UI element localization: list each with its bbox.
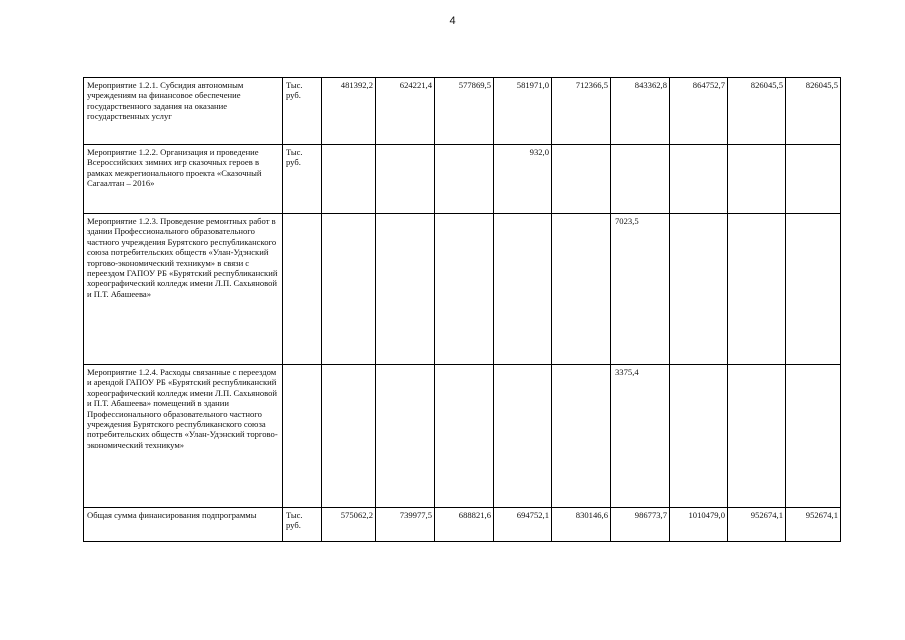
value-cell — [728, 145, 786, 214]
table-row — [84, 365, 841, 508]
value-cell: 986773,7 — [611, 508, 670, 542]
value-cell — [670, 365, 728, 508]
row-description: Мероприятие 1.2.1. Субсидия автономным учреждениям на финансовое обеспечение государственного задания на оказание государственных услуг — [84, 78, 283, 145]
row-description: Общая сумма финансирования подпрограммы — [84, 508, 283, 542]
value-cell — [435, 145, 494, 214]
value-cell: 932,0 — [494, 145, 552, 214]
financing-table — [83, 77, 841, 542]
table-row — [84, 508, 841, 542]
value-cell: 843362,8 — [611, 78, 670, 145]
value-cell: 830146,6 — [552, 508, 611, 542]
value-cell: 739977,5 — [376, 508, 435, 542]
row-description: Мероприятие 1.2.2. Организация и проведение Всероссийских зимних игр сказочных героев в рамках межрегионального проекта «Сказочный Сагаалтан – 2016» — [84, 145, 283, 214]
page-number: 4 — [449, 15, 456, 27]
value-cell — [786, 365, 841, 508]
value-cell: 712366,5 — [552, 78, 611, 145]
value-cell — [376, 214, 435, 365]
value-cell — [611, 145, 670, 214]
table-row — [84, 145, 841, 214]
value-cell — [670, 145, 728, 214]
value-cell: 3375,4 — [611, 365, 670, 508]
value-cell — [435, 214, 494, 365]
value-cell — [552, 214, 611, 365]
value-cell — [322, 365, 376, 508]
table-row — [84, 214, 841, 365]
value-cell: 1010479,0 — [670, 508, 728, 542]
value-cell: 952674,1 — [728, 508, 786, 542]
value-cell — [322, 145, 376, 214]
value-cell — [552, 145, 611, 214]
value-cell: 624221,4 — [376, 78, 435, 145]
value-cell: 577869,5 — [435, 78, 494, 145]
value-cell — [728, 365, 786, 508]
value-cell: 826045,5 — [728, 78, 786, 145]
unit-cell: Тыс. руб. — [283, 78, 322, 145]
value-cell — [786, 145, 841, 214]
unit-cell: Тыс. руб. — [283, 145, 322, 214]
value-cell: 575062,2 — [322, 508, 376, 542]
unit-cell — [283, 214, 322, 365]
value-cell — [494, 365, 552, 508]
row-description: Мероприятие 1.2.4. Расходы связанные с переездом и арендой ГАПОУ РБ «Бурятский республиканский хореографический колледж имени Л.П. Сахьяновой и П.Т. Абашеева» помещений в здании Профессионального образовательного частного учреждения Бурятского республиканского союза потребительских обществ «Улан-Удэнский торгово-экономический техникум» — [84, 365, 283, 508]
value-cell — [670, 214, 728, 365]
value-cell — [552, 365, 611, 508]
value-cell — [786, 214, 841, 365]
value-cell: 952674,1 — [786, 508, 841, 542]
value-cell: 694752,1 — [494, 508, 552, 542]
value-cell: 581971,0 — [494, 78, 552, 145]
value-cell: 826045,5 — [786, 78, 841, 145]
value-cell — [376, 365, 435, 508]
row-description: Мероприятие 1.2.3. Проведение ремонтных работ в здании Профессионального образовательного частного учреждения Бурятского республиканского союза потребительских обществ «Улан-Удэнский торгово-экономический техникум» в связи с переездом ГАПОУ РБ «Бурятский республиканский хореографический колледж имени Л.П. Сахьяновой и П.Т. Абашеева» — [84, 214, 283, 365]
value-cell — [376, 145, 435, 214]
value-cell — [494, 214, 552, 365]
table-row — [84, 78, 841, 145]
unit-cell: Тыс. руб. — [283, 508, 322, 542]
value-cell: 481392,2 — [322, 78, 376, 145]
unit-cell — [283, 365, 322, 508]
value-cell — [435, 365, 494, 508]
value-cell: 7023,5 — [611, 214, 670, 365]
value-cell — [728, 214, 786, 365]
value-cell — [322, 214, 376, 365]
value-cell: 864752,7 — [670, 78, 728, 145]
value-cell: 688821,6 — [435, 508, 494, 542]
